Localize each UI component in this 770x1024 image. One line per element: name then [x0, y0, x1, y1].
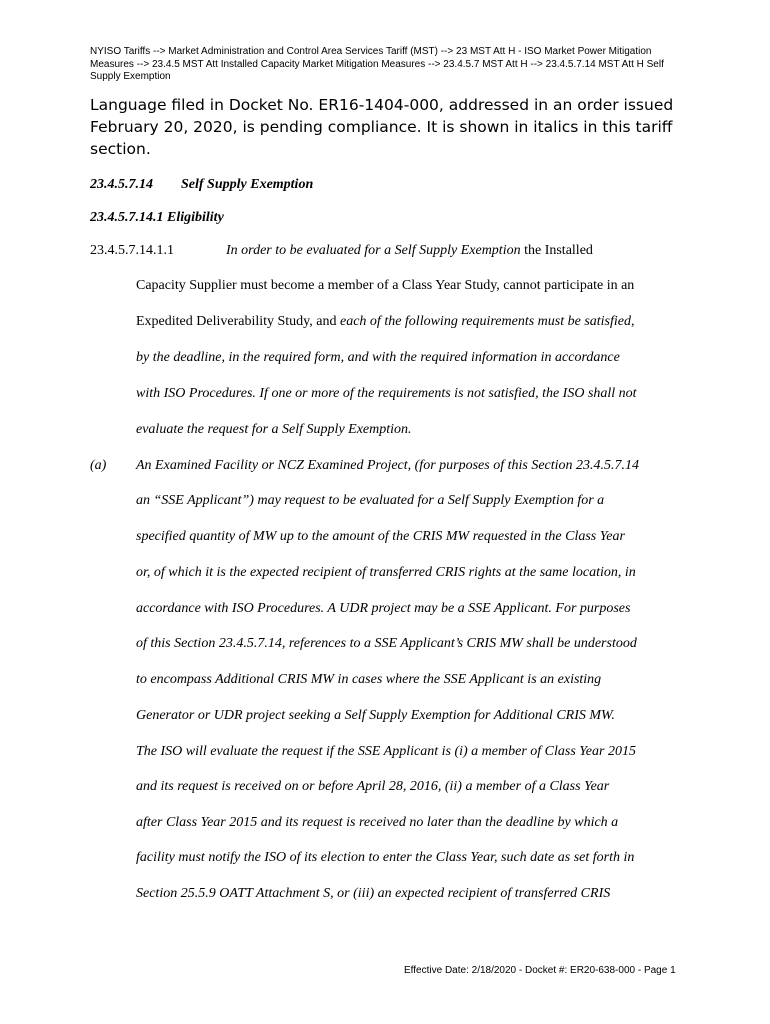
- running-header: NYISO Tariffs --> Market Administration and Control Area Services Tariff (MST) --> 23 MST Att H - ISO Market Power Mitigation Measures --> 23.4.5 MST Att Installed Capacity Market Mitigation Measures --> 23.4.5.7 MST Att H --> 23.4.5.7.14 MST Att H Self Supply Exemption: [90, 46, 664, 82]
- paragraph-line: by the deadline, in the required form, and with the required information in accordance: [136, 350, 620, 365]
- section-title: Self Supply Exemption: [181, 177, 314, 192]
- item-line: specified quantity of MW up to the amount of the CRIS MW requested in the Class Year: [136, 529, 625, 544]
- compliance-notice: Language filed in Docket No. ER16-1404-000, addressed in an order issued February 20, 2020, is pending compliance. It is shown in italics in this tariff section.: [90, 96, 674, 158]
- item-line: Section 25.5.9 OATT Attachment S, or (iii) an expected recipient of transferred CRIS: [136, 886, 611, 901]
- item-line: An Examined Facility or NCZ Examined Project, (for purposes of this Section 23.4.5.7.14: [136, 458, 640, 473]
- item-line: of this Section 23.4.5.7.14, references to a SSE Applicant’s CRIS MW shall be understood: [136, 636, 637, 651]
- italic-text: In order to be evaluated for a Self Supply Exemption: [226, 243, 521, 258]
- paragraph-line: with ISO Procedures. If one or more of the requirements is not satisfied, the ISO shall not: [136, 386, 637, 401]
- item-line: accordance with ISO Procedures. A UDR project may be a SSE Applicant. For purposes: [136, 601, 631, 616]
- italic-text: each of the following requirements must be satisfied,: [340, 314, 635, 329]
- paragraph-line: [136, 314, 635, 330]
- item-label: (a): [90, 458, 107, 473]
- item-line: Generator or UDR project seeking a Self Supply Exemption for Additional CRIS MW.: [136, 708, 615, 723]
- item-line: or, of which it is the expected recipient of transferred CRIS rights at the same location, in: [136, 565, 636, 580]
- paragraph-line: [226, 243, 593, 259]
- item-line: to encompass Additional CRIS MW in cases where the SSE Applicant is an existing: [136, 672, 602, 687]
- paragraph-number: 23.4.5.7.14.1.1: [90, 243, 174, 258]
- item-line: facility must notify the ISO of its election to enter the Class Year, such date as set forth in: [136, 850, 635, 865]
- section-number: 23.4.5.7.14: [90, 177, 153, 192]
- subsection-heading: 23.4.5.7.14.1 Eligibility: [90, 210, 224, 225]
- regular-text: the Installed: [520, 243, 593, 258]
- paragraph-line: evaluate the request for a Self Supply Exemption.: [136, 422, 412, 437]
- item-line: and its request is received on or before April 28, 2016, (ii) a member of a Class Year: [136, 779, 610, 794]
- item-line: The ISO will evaluate the request if the SSE Applicant is (i) a member of Class Year 2015: [136, 744, 636, 759]
- item-line: after Class Year 2015 and its request is received no later than the deadline by which a: [136, 815, 619, 830]
- page-footer: Effective Date: 2/18/2020 - Docket #: ER20-638-000 - Page 1: [404, 965, 676, 976]
- regular-text: Expedited Deliverability Study, and: [136, 314, 340, 329]
- item-line: an “SSE Applicant”) may request to be evaluated for a Self Supply Exemption for a: [136, 493, 605, 508]
- paragraph-line: Capacity Supplier must become a member of a Class Year Study, cannot participate in an: [136, 278, 635, 293]
